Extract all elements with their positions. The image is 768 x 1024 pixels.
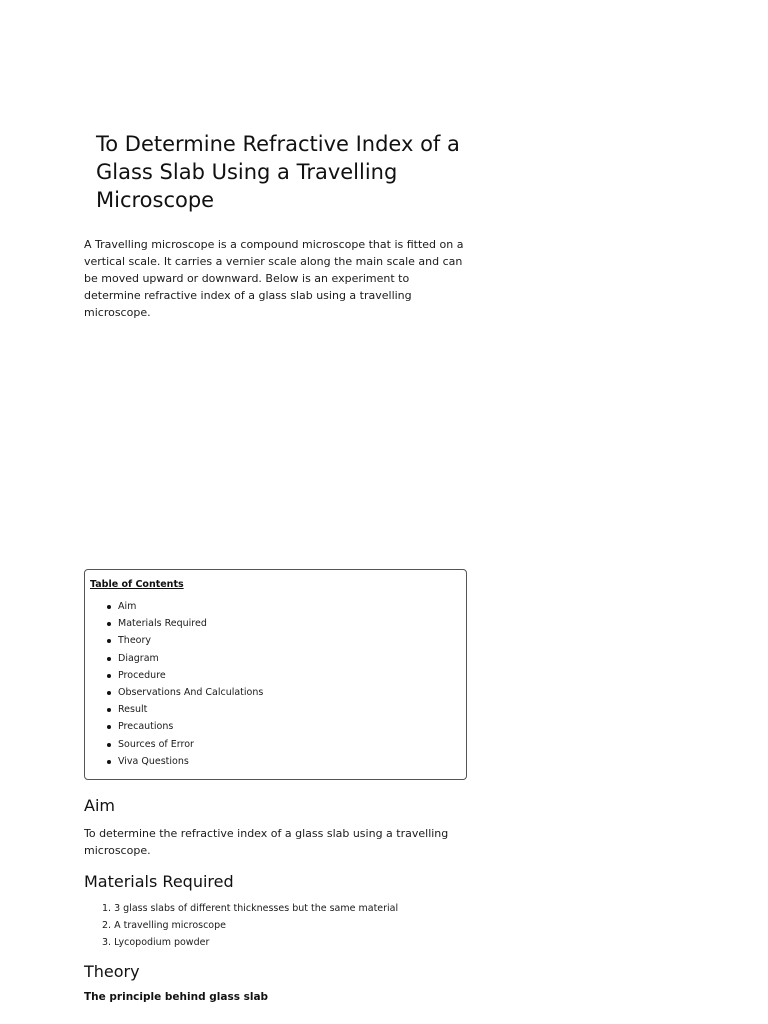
toc-item-observations[interactable]: Observations And Calculations [118,684,263,701]
toc-item-viva-questions[interactable]: Viva Questions [118,753,263,770]
materials-item: 2. A travelling microscope [102,920,226,931]
theory-subheading: The principle behind glass slab [84,991,269,1003]
aim-heading: Aim [84,796,115,815]
toc-item-diagram[interactable]: Diagram [118,650,263,667]
toc-title: Table of Contents [90,579,184,590]
toc-item-precautions[interactable]: Precautions [118,718,263,735]
page-title: To Determine Refractive Index of a Glass Slab Using a Travelling Microscope [96,132,460,212]
materials-heading: Materials Required [84,872,234,891]
toc-item-result[interactable]: Result [118,701,263,718]
aim-text: To determine the refractive index of a glass slab using a travelling microscope. [84,827,449,857]
theory-heading: Theory [84,962,140,981]
table-of-contents [84,569,467,780]
intro-paragraph: A Travelling microscope is a compound microscope that is fitted on a vertical scale. It carries a vernier scale along the main scale and can be moved upward or downward. Below is an experiment to determine refractive index of a glass slab using a travelling microscope. [84,238,464,319]
toc-item-aim[interactable]: Aim [118,598,263,615]
toc-list [85,598,263,770]
toc-item-materials-required[interactable]: Materials Required [118,615,263,632]
toc-item-theory[interactable]: Theory [118,632,263,649]
materials-item: 1. 3 glass slabs of different thicknesses but the same material [102,903,399,914]
toc-item-sources-of-error[interactable]: Sources of Error [118,736,263,753]
materials-list [84,900,398,951]
toc-item-procedure[interactable]: Procedure [118,667,263,684]
materials-item: 3. Lycopodium powder [102,937,210,948]
